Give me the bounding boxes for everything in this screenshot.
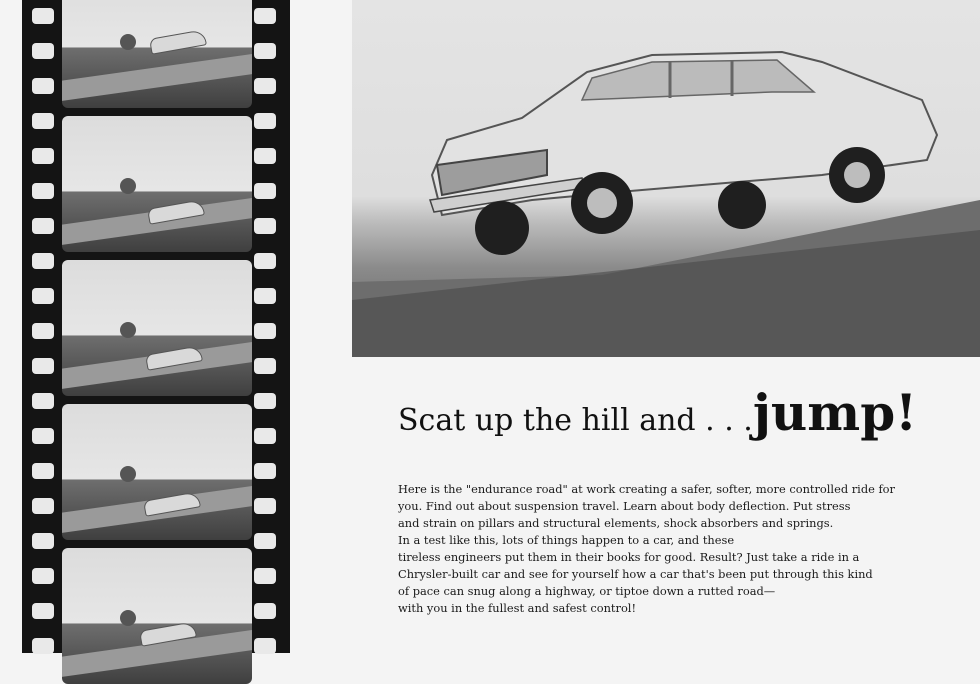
film-frame <box>62 116 252 252</box>
headline-emphasis: jump <box>752 383 896 442</box>
film-strip <box>22 0 290 653</box>
headline <box>398 383 958 442</box>
sprocket-hole <box>32 8 54 24</box>
frame-tree <box>120 466 136 482</box>
frame-car <box>149 29 207 54</box>
sprocket-hole <box>32 463 54 479</box>
sprocket-hole <box>32 323 54 339</box>
sprocket-hole <box>32 148 54 164</box>
sprocket-hole <box>32 218 54 234</box>
frame-tree <box>120 610 136 626</box>
sprocket-hole <box>254 428 276 444</box>
sprocket-hole <box>254 393 276 409</box>
sprocket-hole <box>254 183 276 199</box>
sprocket-hole <box>254 463 276 479</box>
sprocket-hole <box>32 253 54 269</box>
body-copy <box>398 481 898 617</box>
body-line: Chrysler-built car and see for yourself how a car that's been put through this kind <box>398 567 873 581</box>
sprocket-hole <box>254 43 276 59</box>
rear-hubcap <box>844 162 870 188</box>
airborne-car-illustration <box>352 0 980 357</box>
sprocket-hole <box>32 113 54 129</box>
film-frame <box>62 404 252 540</box>
film-frame <box>62 260 252 396</box>
sprocket-hole <box>32 393 54 409</box>
film-frame <box>62 0 252 108</box>
body-line: tireless engineers put them in their books for good. Result? Just take a ride in a <box>398 550 860 564</box>
sprocket-hole <box>32 498 54 514</box>
sprocket-hole <box>32 358 54 374</box>
sprocket-hole <box>254 358 276 374</box>
sprocket-hole <box>254 218 276 234</box>
sprocket-hole <box>32 43 54 59</box>
sprocket-hole <box>254 498 276 514</box>
sprocket-hole <box>254 148 276 164</box>
hero-photo <box>352 0 980 357</box>
sprocket-hole <box>32 603 54 619</box>
frame-tree <box>120 34 136 50</box>
film-frame <box>62 548 252 684</box>
sprocket-hole <box>32 288 54 304</box>
sprocket-hole <box>32 533 54 549</box>
sprocket-hole <box>254 533 276 549</box>
sprocket-hole <box>32 183 54 199</box>
sprocket-hole <box>254 253 276 269</box>
sprocket-hole <box>32 568 54 584</box>
sprocket-holes-left <box>32 0 54 653</box>
body-line: you. Find out about suspension travel. Learn about body deflection. Put stress <box>398 499 851 513</box>
rear-wheel-far <box>718 181 766 229</box>
body-line: of pace can snug along a highway, or tiptoe down a rutted road— <box>398 584 776 598</box>
sprocket-hole <box>32 428 54 444</box>
body-line: with you in the fullest and safest control! <box>398 601 637 615</box>
frame-road <box>62 50 252 102</box>
frame-tree <box>120 178 136 194</box>
headline-punct: ! <box>895 383 918 442</box>
sprocket-hole <box>254 638 276 654</box>
frame-tree <box>120 322 136 338</box>
sprocket-hole <box>254 78 276 94</box>
front-wheel-far <box>475 201 529 255</box>
sprocket-hole <box>32 78 54 94</box>
sprocket-hole <box>254 603 276 619</box>
sprocket-holes-right <box>254 0 276 653</box>
sprocket-hole <box>32 638 54 654</box>
sprocket-hole <box>254 8 276 24</box>
sprocket-hole <box>254 568 276 584</box>
body-line: In a test like this, lots of things happen to a car, and these <box>398 533 735 547</box>
front-hubcap <box>587 188 617 218</box>
headline-lead: Scat up the hill and . . . <box>398 403 753 438</box>
sprocket-hole <box>254 113 276 129</box>
hillside-shadow <box>352 230 980 357</box>
sprocket-hole <box>254 288 276 304</box>
body-line: and strain on pillars and structural elements, shock absorbers and springs. <box>398 516 834 530</box>
body-line: Here is the "endurance road" at work creating a safer, softer, more controlled ride for <box>398 482 895 496</box>
sprocket-hole <box>254 323 276 339</box>
